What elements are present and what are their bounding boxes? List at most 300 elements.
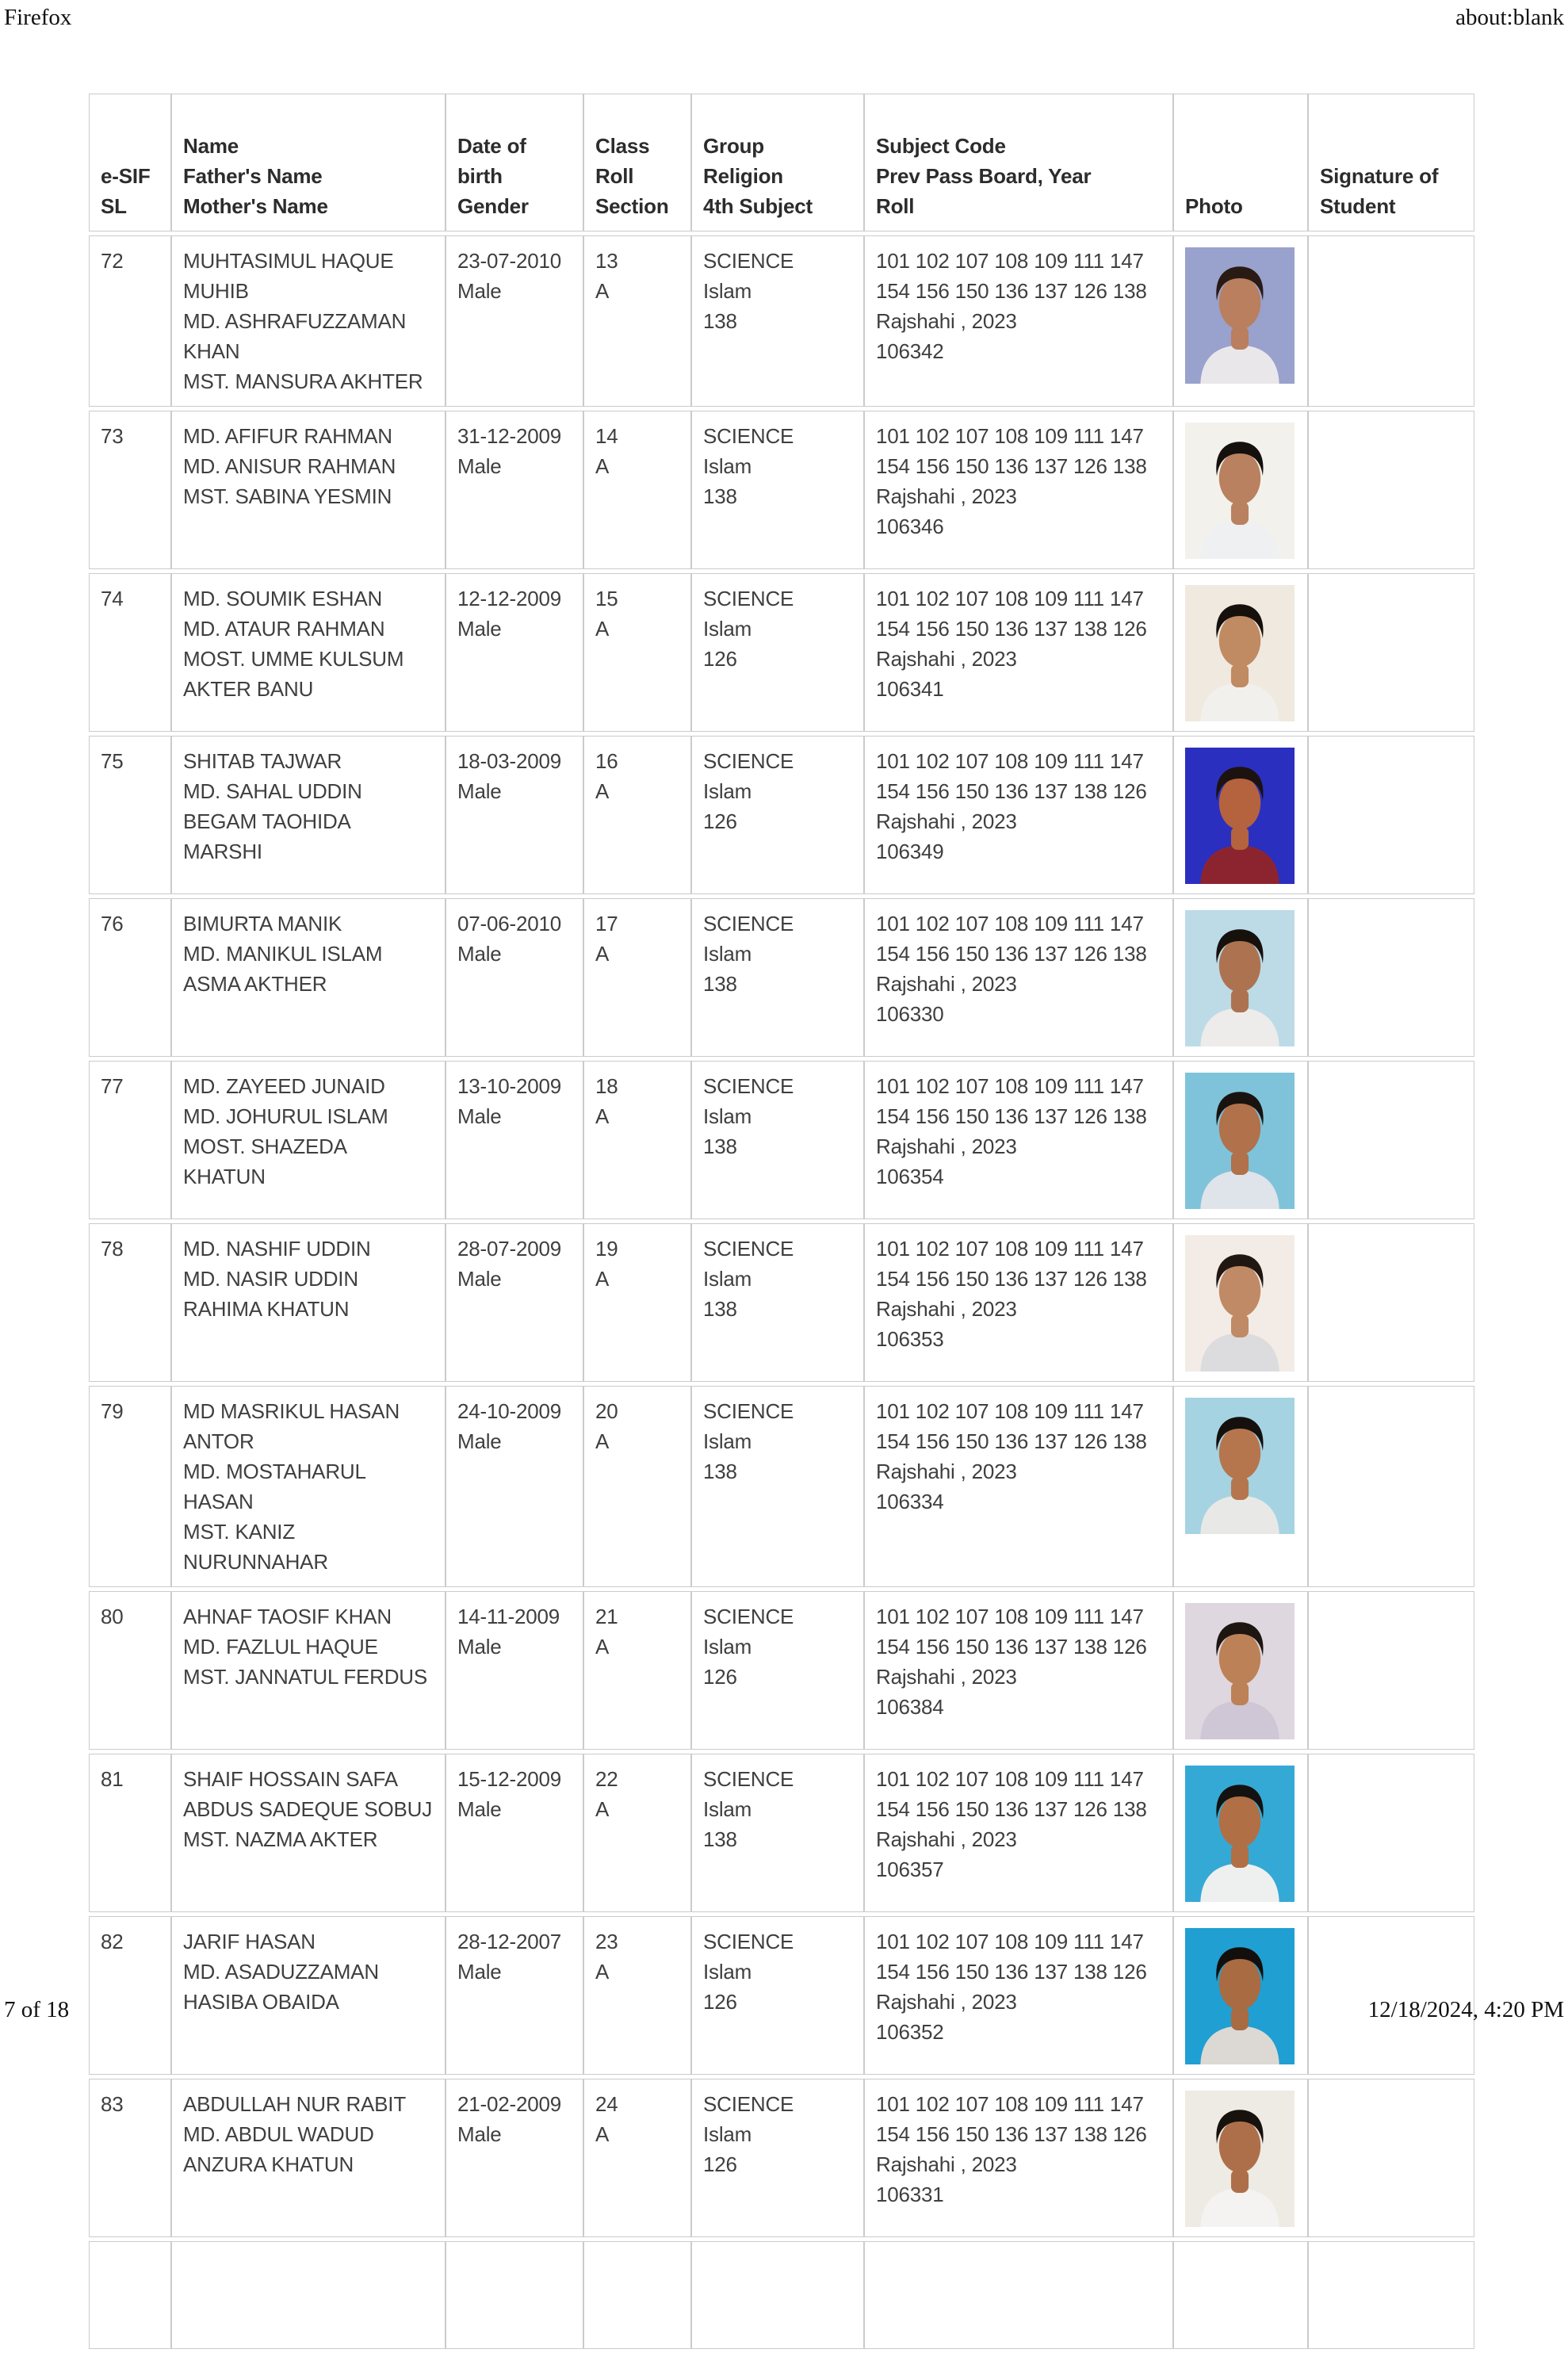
cell-class-roll-section [583,736,691,894]
gender: Male [457,1429,502,1453]
student-photo [1185,2091,1295,2227]
father-name: MD. ANISUR RAHMAN [183,454,396,478]
fourth-subject: 138 [703,1460,737,1483]
gender: Male [457,454,502,478]
subject-codes-line2: 154 156 150 136 137 126 138 [876,454,1147,478]
student-roster-table [89,90,1474,2353]
cell-group-religion-subject [691,1223,864,1382]
subject-codes-line1: 101 102 107 108 109 111 147 [876,249,1144,273]
cell-subject-codes [864,1386,1173,1587]
cell-subject-codes [864,1754,1173,1912]
group: SCIENCE [703,1074,794,1098]
print-header-url: about:blank [1455,5,1564,30]
cell-dob-gender [446,1223,583,1382]
religion: Islam [703,1104,752,1128]
student-photo [1185,1073,1295,1209]
prev-roll: 106357 [876,1858,944,1881]
prev-pass-board-year: Rajshahi , 2023 [876,972,1017,996]
cell-photo [1173,235,1308,407]
student-portrait-placeholder [1185,1766,1295,1902]
student-name: MD. AFIFUR RAHMAN [183,424,392,448]
student-photo [1185,585,1295,721]
cell-dob-gender [446,736,583,894]
mother-name: RAHIMA KHATUN [183,1297,350,1321]
prev-pass-board-year: Rajshahi , 2023 [876,2152,1017,2176]
section: A [595,279,610,303]
cell-esif-sl [89,235,171,407]
subject-codes-line2: 154 156 150 136 137 138 126 [876,2122,1147,2146]
subject-codes-line2: 154 156 150 136 137 126 138 [876,279,1147,303]
section: A [595,1960,610,1984]
religion: Islam [703,2122,752,2146]
fourth-subject: 138 [703,484,737,508]
student-photo [1185,247,1295,384]
cell-dob-gender [446,1591,583,1750]
date-of-birth: 31-12-2009 [457,424,561,448]
father-name: MD. MANIKUL ISLAM [183,942,383,966]
class-roll: 23 [595,1930,618,1953]
cell-class-roll-section [583,235,691,407]
mother-name: MOST. SHAZEDA KHATUN [183,1134,346,1188]
subject-codes-line1: 101 102 107 108 109 111 147 [876,1930,1144,1953]
cell-photo [1173,1754,1308,1912]
student-name: BIMURTA MANIK [183,912,342,935]
class-roll: 14 [595,424,618,448]
esif-sl: 83 [101,2092,124,2116]
student-portrait-placeholder [1185,1398,1295,1534]
group: SCIENCE [703,2092,794,2116]
section: A [595,1267,610,1291]
col-header-name: Name Father's Name Mother's Name [171,94,446,231]
father-name: MD. ATAUR RAHMAN [183,617,385,641]
group: SCIENCE [703,1399,794,1423]
cell-name [171,736,446,894]
cell-subject-codes [864,1061,1173,1219]
cell-dob-gender [446,1916,583,2075]
section: A [595,2122,610,2146]
student-row [89,2079,1474,2237]
father-name: MD. FAZLUL HAQUE [183,1635,378,1659]
group: SCIENCE [703,587,794,610]
prev-roll: 106352 [876,2020,944,2044]
religion: Islam [703,779,752,803]
fourth-subject: 138 [703,1827,737,1851]
cell-photo [1173,736,1308,894]
subject-codes-line2: 154 156 150 136 137 126 138 [876,1797,1147,1821]
date-of-birth: 15-12-2009 [457,1767,561,1791]
student-photo [1185,1766,1295,1902]
mother-name: MST. KANIZ NURUNNAHAR [183,1520,328,1574]
cell-group-religion-subject [691,1754,864,1912]
gender: Male [457,942,502,966]
cell-group-religion-subject [691,411,864,569]
subject-codes-line1: 101 102 107 108 109 111 147 [876,424,1144,448]
subject-codes-line1: 101 102 107 108 109 111 147 [876,749,1144,773]
subject-codes-line2: 154 156 150 136 137 138 126 [876,617,1147,641]
col-header-group: Group Religion 4th Subject [691,94,864,231]
cell-esif-sl [89,1754,171,1912]
student-photo [1185,1603,1295,1739]
religion: Islam [703,1429,752,1453]
cell-name [171,573,446,732]
fourth-subject: 138 [703,1134,737,1158]
cell-signature [1308,2079,1474,2237]
cell-dob-gender [446,2079,583,2237]
cell-subject-codes [864,1223,1173,1382]
fourth-subject: 126 [703,809,737,833]
subject-codes-line1: 101 102 107 108 109 111 147 [876,1237,1144,1261]
student-row [89,736,1474,894]
print-header-app-name: Firefox [4,5,72,30]
student-photo [1185,748,1295,884]
father-name: ABDUS SADEQUE SOBUJ [183,1797,433,1821]
group: SCIENCE [703,912,794,935]
cell-class-roll-section [583,1916,691,2075]
student-photo [1185,1235,1295,1372]
cell-signature [1308,1061,1474,1219]
class-roll: 13 [595,249,618,273]
mother-name: HASIBA OBAIDA [183,1990,339,2014]
esif-sl: 78 [101,1237,124,1261]
cell-signature [1308,573,1474,732]
class-roll: 18 [595,1074,618,1098]
group: SCIENCE [703,1237,794,1261]
cell-subject-codes [864,235,1173,407]
date-of-birth: 13-10-2009 [457,1074,561,1098]
cell-class-roll-section [583,1061,691,1219]
table-overflow-body [89,2241,1474,2349]
cell-esif-sl [89,736,171,894]
student-name: AHNAF TAOSIF KHAN [183,1605,392,1628]
cell-esif-sl [89,1591,171,1750]
prev-roll: 106342 [876,339,944,363]
group: SCIENCE [703,249,794,273]
religion: Islam [703,1797,752,1821]
fourth-subject: 126 [703,1665,737,1689]
cell-group-religion-subject [691,1386,864,1587]
esif-sl: 76 [101,912,124,935]
mother-name: ASMA AKTHER [183,972,327,996]
date-of-birth: 07-06-2010 [457,912,561,935]
subject-codes-line1: 101 102 107 108 109 111 147 [876,2092,1144,2116]
cell-class-roll-section [583,573,691,732]
cell-dob-gender [446,1386,583,1587]
cell-photo [1173,1591,1308,1750]
esif-sl: 81 [101,1767,124,1791]
cell-name [171,1754,446,1912]
cell-subject-codes [864,411,1173,569]
student-row [89,898,1474,1057]
subject-codes-line1: 101 102 107 108 109 111 147 [876,1767,1144,1791]
cell-photo [1173,1916,1308,2075]
col-header-class-roll: Class Roll Section [583,94,691,231]
prev-roll: 106353 [876,1327,944,1351]
prev-pass-board-year: Rajshahi , 2023 [876,1665,1017,1689]
date-of-birth: 12-12-2009 [457,587,561,610]
student-portrait-placeholder [1185,423,1295,559]
prev-pass-board-year: Rajshahi , 2023 [876,484,1017,508]
prev-roll: 106330 [876,1002,944,1026]
cell-esif-sl [89,411,171,569]
cell-name [171,1386,446,1587]
section: A [595,617,610,641]
prev-pass-board-year: Rajshahi , 2023 [876,647,1017,671]
date-of-birth: 28-12-2007 [457,1930,561,1953]
date-of-birth: 18-03-2009 [457,749,561,773]
subject-codes-line2: 154 156 150 136 137 126 138 [876,1267,1147,1291]
cell-group-religion-subject [691,2079,864,2237]
group: SCIENCE [703,1605,794,1628]
prev-roll: 106346 [876,515,944,538]
cell-class-roll-section [583,1386,691,1587]
gender: Male [457,279,502,303]
student-name: MD. ZAYEED JUNAID [183,1074,385,1098]
cell-group-religion-subject [691,235,864,407]
cell-group-religion-subject [691,898,864,1057]
cell-signature [1308,235,1474,407]
cell-class-roll-section [583,1591,691,1750]
col-header-esif-sl: e-SIF SL [89,94,171,231]
date-of-birth: 21-02-2009 [457,2092,561,2116]
cell-group-religion-subject [691,1916,864,2075]
religion: Islam [703,279,752,303]
prev-pass-board-year: Rajshahi , 2023 [876,1460,1017,1483]
cell-subject-codes [864,2079,1173,2237]
student-portrait-placeholder [1185,1235,1295,1372]
student-name: SHAIF HOSSAIN SAFA [183,1767,398,1791]
esif-sl: 73 [101,424,124,448]
esif-sl: 72 [101,249,124,273]
cell-dob-gender [446,411,583,569]
subject-codes-line2: 154 156 150 136 137 138 126 [876,1635,1147,1659]
student-photo [1185,1928,1295,2064]
cell-photo [1173,411,1308,569]
cell-subject-codes [864,898,1173,1057]
class-roll: 20 [595,1399,618,1423]
student-portrait-placeholder [1185,247,1295,384]
student-row [89,573,1474,732]
religion: Islam [703,942,752,966]
cell-name [171,1223,446,1382]
religion: Islam [703,1960,752,1984]
cell-group-religion-subject [691,736,864,894]
class-roll: 16 [595,749,618,773]
father-name: MD. NASIR UDDIN [183,1267,358,1291]
cell-group-religion-subject [691,573,864,732]
religion: Islam [703,617,752,641]
gender: Male [457,779,502,803]
subject-codes-line2: 154 156 150 136 137 138 126 [876,779,1147,803]
date-of-birth: 23-07-2010 [457,249,561,273]
cell-name [171,2079,446,2237]
student-portrait-placeholder [1185,748,1295,884]
religion: Islam [703,1267,752,1291]
student-photo [1185,910,1295,1046]
gender: Male [457,1635,502,1659]
cell-signature [1308,1386,1474,1587]
cell-photo [1173,2079,1308,2237]
cell-dob-gender [446,1061,583,1219]
subject-codes-line1: 101 102 107 108 109 111 147 [876,587,1144,610]
cell-subject-codes [864,1591,1173,1750]
col-header-dob: Date of birth Gender [446,94,583,231]
class-roll: 17 [595,912,618,935]
student-row [89,235,1474,407]
gender: Male [457,1267,502,1291]
cell-signature [1308,736,1474,894]
student-portrait-placeholder [1185,1603,1295,1739]
student-name: ABDULLAH NUR RABIT [183,2092,407,2116]
student-row [89,1591,1474,1750]
print-footer-page-indicator: 7 of 18 [4,1997,70,2022]
student-name: MD. SOUMIK ESHAN [183,587,383,610]
prev-pass-board-year: Rajshahi , 2023 [876,309,1017,333]
cell-photo [1173,1386,1308,1587]
cell-class-roll-section [583,411,691,569]
student-row [89,1916,1474,2075]
subject-codes-line1: 101 102 107 108 109 111 147 [876,912,1144,935]
print-footer-timestamp: 12/18/2024, 4:20 PM [1367,1997,1564,2022]
cell-esif-sl [89,573,171,732]
mother-name: MST. SABINA YESMIN [183,484,392,508]
cell-photo [1173,1061,1308,1219]
father-name: MD. ASADUZZAMAN [183,1960,379,1984]
cell-group-religion-subject [691,1591,864,1750]
fourth-subject: 138 [703,309,737,333]
prev-roll: 106349 [876,840,944,863]
esif-sl: 80 [101,1605,124,1628]
cell-name [171,411,446,569]
student-portrait-placeholder [1185,910,1295,1046]
prev-roll: 106354 [876,1165,944,1188]
subject-codes-line2: 154 156 150 136 137 126 138 [876,1429,1147,1453]
cell-signature [1308,411,1474,569]
gender: Male [457,2122,502,2146]
section: A [595,1104,610,1128]
cell-subject-codes [864,1916,1173,2075]
mother-name: MST. MANSURA AKHTER [183,369,423,393]
esif-sl: 79 [101,1399,124,1423]
subject-codes-line1: 101 102 107 108 109 111 147 [876,1074,1144,1098]
student-photo [1185,423,1295,559]
section: A [595,1429,610,1453]
gender: Male [457,1960,502,1984]
cell-name [171,235,446,407]
cell-class-roll-section [583,2079,691,2237]
section: A [595,779,610,803]
subject-codes-line2: 154 156 150 136 137 138 126 [876,1960,1147,1984]
cell-name [171,898,446,1057]
student-portrait-placeholder [1185,1073,1295,1209]
student-row [89,1223,1474,1382]
cell-photo [1173,898,1308,1057]
cell-name [171,1916,446,2075]
prev-roll: 106341 [876,677,944,701]
cell-subject-codes [864,736,1173,894]
section: A [595,454,610,478]
prev-pass-board-year: Rajshahi , 2023 [876,1827,1017,1851]
cell-signature [1308,1591,1474,1750]
date-of-birth: 28-07-2009 [457,1237,561,1261]
student-name: MD MASRIKUL HASAN ANTOR [183,1399,400,1453]
student-portrait-placeholder [1185,585,1295,721]
father-name: MD. SAHAL UDDIN [183,779,362,803]
fourth-subject: 126 [703,2152,737,2176]
religion: Islam [703,1635,752,1659]
religion: Islam [703,454,752,478]
col-header-subject-code: Subject Code Prev Pass Board, Year Roll [864,94,1173,231]
cell-dob-gender [446,235,583,407]
class-roll: 22 [595,1767,618,1791]
esif-sl: 82 [101,1930,124,1953]
section: A [595,1635,610,1659]
class-roll: 15 [595,587,618,610]
student-portrait-placeholder [1185,1928,1295,2064]
student-row [89,411,1474,569]
cell-subject-codes [864,573,1173,732]
father-name: MD. JOHURUL ISLAM [183,1104,388,1128]
cell-esif-sl [89,2079,171,2237]
group: SCIENCE [703,1767,794,1791]
mother-name: MOST. UMME KULSUM AKTER BANU [183,647,404,701]
student-row [89,1754,1474,1912]
gender: Male [457,1797,502,1821]
mother-name: MST. NAZMA AKTER [183,1827,378,1851]
gender: Male [457,1104,502,1128]
table-header [89,94,1474,231]
esif-sl: 75 [101,749,124,773]
esif-sl: 77 [101,1074,124,1098]
cell-name [171,1061,446,1219]
student-row [89,1061,1474,1219]
student-name: MUHTASIMUL HAQUE MUHIB [183,249,394,303]
group: SCIENCE [703,749,794,773]
mother-name: ANZURA KHATUN [183,2152,354,2176]
subject-codes-line2: 154 156 150 136 137 126 138 [876,1104,1147,1128]
prev-roll: 106384 [876,1695,944,1719]
student-photo [1185,1398,1295,1534]
fourth-subject: 138 [703,1297,737,1321]
cell-dob-gender [446,573,583,732]
cell-class-roll-section [583,898,691,1057]
date-of-birth: 24-10-2009 [457,1399,561,1423]
cell-signature [1308,1754,1474,1912]
class-roll: 24 [595,2092,618,2116]
student-table-body [89,235,1474,2237]
prev-pass-board-year: Rajshahi , 2023 [876,1297,1017,1321]
student-name: MD. NASHIF UDDIN [183,1237,371,1261]
col-header-signature: Signature of Student [1308,94,1474,231]
fourth-subject: 126 [703,647,737,671]
cell-group-religion-subject [691,1061,864,1219]
cutoff-empty-row [89,2241,1474,2349]
student-row [89,1386,1474,1587]
father-name: MD. MOSTAHARUL HASAN [183,1460,365,1513]
subject-codes-line1: 101 102 107 108 109 111 147 [876,1399,1144,1423]
subject-codes-line2: 154 156 150 136 137 126 138 [876,942,1147,966]
gender: Male [457,617,502,641]
student-portrait-placeholder [1185,2091,1295,2227]
cell-signature [1308,1916,1474,2075]
cell-signature [1308,898,1474,1057]
section: A [595,1797,610,1821]
cell-class-roll-section [583,1754,691,1912]
cell-esif-sl [89,1061,171,1219]
mother-name: MST. JANNATUL FERDUS [183,1665,428,1689]
prev-pass-board-year: Rajshahi , 2023 [876,809,1017,833]
cell-name [171,1591,446,1750]
student-name: SHITAB TAJWAR [183,749,342,773]
